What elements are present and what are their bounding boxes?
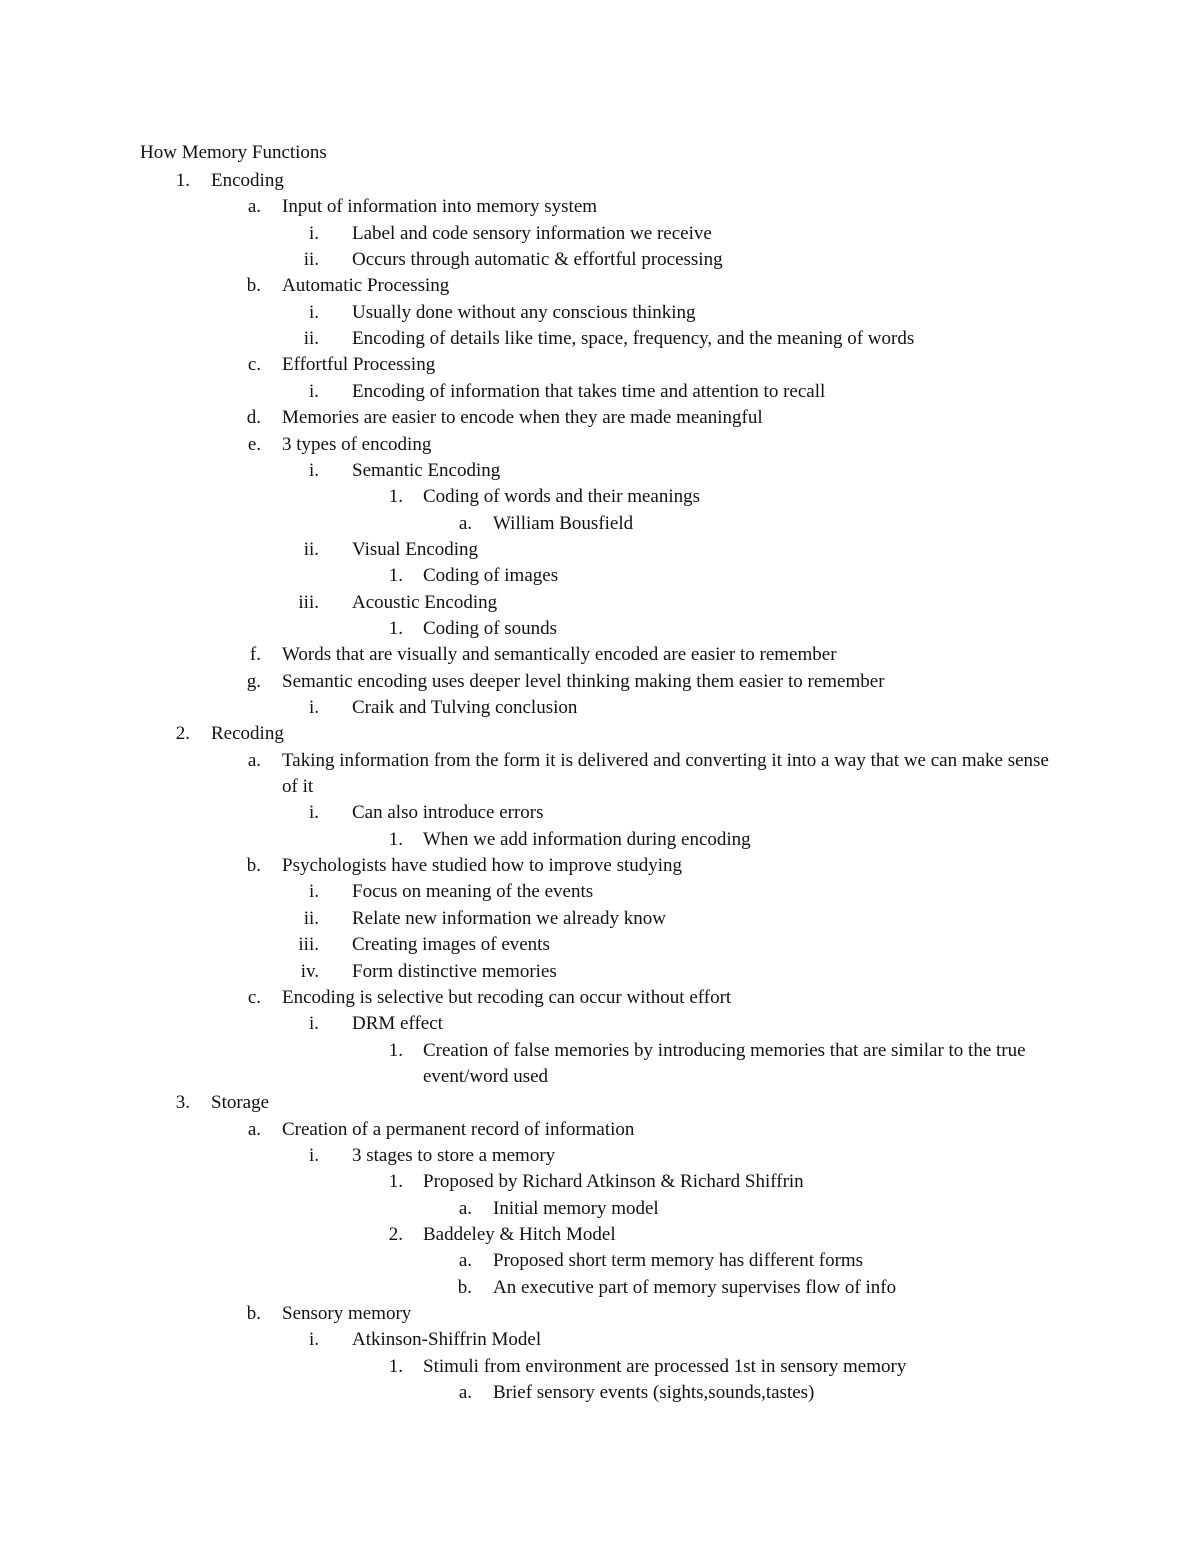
outline-text: Memories are easier to encode when they are made meaningful — [282, 407, 763, 429]
outline-item-level-2 — [0, 906, 1200, 932]
outline-marker: i. — [308, 697, 319, 718]
outline-marker: d. — [246, 407, 261, 429]
outline-marker: 1. — [388, 486, 403, 508]
outline-text: Coding of words and their meanings — [423, 486, 701, 508]
outline-text: Recoding — [211, 723, 284, 745]
outline-item-level-3 — [0, 1038, 1200, 1091]
document-title: How Memory Functions — [140, 142, 327, 163]
outline-text: Visual Encoding — [352, 538, 479, 560]
outline-marker: i. — [308, 459, 319, 481]
outline-text: DRM effect — [352, 1013, 443, 1035]
outline-text: Baddeley & Hitch Model — [423, 1224, 616, 1245]
outline-text: Creating images of events — [352, 934, 550, 956]
outline-marker: 2. — [175, 723, 190, 745]
outline-text: Focus on meaning of the events — [352, 881, 594, 903]
outline-item-level-1 — [0, 1117, 1200, 1143]
outline-text: Initial memory model — [493, 1197, 659, 1219]
outline-text: Can also introduce errors — [352, 802, 544, 824]
outline-item-level-2 — [0, 695, 1200, 721]
outline-text: Brief sensory events (sights,sounds,tastes) — [493, 1382, 815, 1404]
outline-marker: a. — [458, 1197, 472, 1219]
outline-marker: i. — [308, 222, 319, 244]
outline-marker: c. — [247, 354, 261, 376]
outline-text: Encoding of information that takes time and attention to recall — [352, 380, 826, 402]
outline-item-level-2 — [0, 458, 1200, 484]
outline-text: Stimuli from environment are processed 1st in sensory memory — [423, 1355, 907, 1377]
outline-item-level-1 — [0, 669, 1200, 695]
outline-item-level-2 — [0, 300, 1200, 326]
outline-text: Effortful Processing — [282, 354, 436, 376]
outline-text: Encoding of details like time, space, frequency, and the meaning of words — [352, 328, 915, 350]
outline-marker: 2. — [388, 1224, 403, 1245]
outline-text: Relate new information we already know — [352, 907, 666, 929]
outline-item-level-0 — [0, 721, 1200, 747]
outline-text: Words that are visually and semantically encoded are easier to remember — [282, 644, 837, 666]
outline-marker: 1. — [388, 617, 403, 639]
outline-item-level-3 — [0, 563, 1200, 589]
outline-item-level-1 — [0, 194, 1200, 220]
outline-marker: e. — [247, 433, 261, 455]
outline-item-level-4 — [0, 511, 1200, 537]
outline-text: Occurs through automatic & effortful processing — [352, 249, 723, 271]
outline-marker: iv. — [300, 960, 319, 982]
outline-marker: i. — [308, 1144, 319, 1166]
outline-item-level-1 — [0, 273, 1200, 299]
outline-marker: a. — [458, 1250, 472, 1272]
outline-marker: i. — [308, 301, 319, 323]
outline-text: Input of information into memory system — [282, 196, 598, 218]
outline-item-level-3 — [0, 1222, 1200, 1248]
outline-text: Sensory memory — [282, 1303, 412, 1325]
outline-marker: b. — [246, 275, 261, 297]
outline-item-level-3 — [0, 1169, 1200, 1195]
outline-text: Psychologists have studied how to improve studying — [282, 855, 683, 877]
outline-item-level-1 — [0, 432, 1200, 458]
outline-item-level-2 — [0, 247, 1200, 273]
outline-marker: ii. — [303, 907, 319, 929]
outline-item-level-4 — [0, 1248, 1200, 1274]
outline-text: Coding of sounds — [423, 617, 558, 639]
outline-item-level-2 — [0, 879, 1200, 905]
outline-text: Label and code sensory information we receive — [352, 222, 712, 244]
outline-text: 3 types of encoding — [282, 433, 432, 455]
outline-marker: ii. — [303, 249, 319, 271]
outline-item-level-2 — [0, 379, 1200, 405]
outline-item-level-2 — [0, 1143, 1200, 1169]
outline-text: Coding of images — [423, 565, 559, 587]
outline-marker: 3. — [175, 1092, 190, 1114]
outline-marker: g. — [246, 670, 261, 692]
outline-text: Taking information from the form it is delivered and converting it into a way that we can make sense of it — [282, 749, 1049, 798]
outline-marker: b. — [457, 1276, 472, 1298]
outline-item-level-2 — [0, 590, 1200, 616]
outline-marker: i. — [308, 881, 319, 903]
outline-item-level-2 — [0, 800, 1200, 826]
outline-text: When we add information during encoding — [423, 828, 751, 850]
outline-item-level-2 — [0, 1011, 1200, 1037]
outline-marker: i. — [308, 1329, 319, 1351]
outline-text: Encoding is selective but recoding can occur without effort — [282, 986, 732, 1008]
outline-item-level-3 — [0, 827, 1200, 853]
outline-text: Encoding — [211, 170, 284, 191]
outline-item-level-4 — [0, 1380, 1200, 1406]
outline-marker: a. — [458, 1382, 472, 1404]
outline-item-level-1 — [0, 642, 1200, 668]
outline-item-level-0 — [0, 168, 1200, 194]
outline-marker: 1. — [388, 565, 403, 587]
outline-text: Proposed by Richard Atkinson & Richard Shiffrin — [423, 1171, 804, 1193]
outline-item-level-3 — [0, 484, 1200, 510]
outline-marker: b. — [246, 855, 261, 877]
outline-item-level-1 — [0, 405, 1200, 431]
outline-item-level-1 — [0, 352, 1200, 378]
outline-marker: i. — [308, 802, 319, 824]
outline-item-level-1 — [0, 853, 1200, 879]
outline-item-level-2 — [0, 221, 1200, 247]
outline-item-level-1 — [0, 985, 1200, 1011]
outline-text: Proposed short term memory has different forms — [493, 1250, 864, 1272]
outline-item-level-2 — [0, 537, 1200, 563]
outline-text: Acoustic Encoding — [352, 591, 498, 613]
outline-item-level-2 — [0, 326, 1200, 352]
outline-text: 3 stages to store a memory — [352, 1144, 556, 1166]
outline-marker: a. — [458, 512, 472, 534]
outline-text: Usually done without any conscious thinking — [352, 301, 696, 323]
outline-item-level-3 — [0, 1354, 1200, 1380]
outline-marker: c. — [247, 986, 261, 1008]
outline-marker: iii. — [298, 934, 319, 956]
outline-item-level-2 — [0, 959, 1200, 985]
outline-marker: 1. — [388, 1355, 403, 1377]
outline-item-level-4 — [0, 1275, 1200, 1301]
outline-text: William Bousfield — [493, 512, 634, 534]
outline-text: Semantic Encoding — [352, 459, 501, 481]
outline-text: Automatic Processing — [282, 275, 450, 297]
outline-item-level-1 — [0, 748, 1200, 801]
outline-marker: a. — [247, 749, 261, 771]
outline-text: Form distinctive memories — [352, 960, 557, 982]
outline-text: Creation of a permanent record of information — [282, 1118, 635, 1140]
outline-marker: a. — [247, 196, 261, 218]
outline-text: Creation of false memories by introducing memories that are similar to the true event/word used — [423, 1039, 1026, 1087]
outline-marker: 1. — [175, 170, 190, 191]
outline-item-level-1 — [0, 1301, 1200, 1327]
outline-marker: i. — [308, 1013, 319, 1035]
outline-item-level-0 — [0, 1090, 1200, 1116]
outline-marker: 1. — [388, 828, 403, 850]
outline-marker: ii. — [303, 538, 319, 560]
outline-item-level-4 — [0, 1196, 1200, 1222]
outline-marker: iii. — [298, 591, 319, 613]
outline-marker: 1. — [388, 1171, 403, 1193]
outline-marker: 1. — [388, 1039, 403, 1061]
outline-item-level-2 — [0, 932, 1200, 958]
outline-text: Semantic encoding uses deeper level thinking making them easier to remember — [282, 670, 885, 692]
outline-marker: ii. — [303, 328, 319, 350]
outline-marker: f. — [249, 644, 261, 666]
outline-item-level-3 — [0, 616, 1200, 642]
outline-text: An executive part of memory supervises flow of info — [493, 1276, 897, 1298]
outline-marker: a. — [247, 1118, 261, 1140]
outline-item-level-2 — [0, 1327, 1200, 1353]
outline-text: Storage — [211, 1092, 270, 1114]
outline-marker: i. — [308, 380, 319, 402]
outline-text: Atkinson-Shiffrin Model — [352, 1329, 542, 1351]
outline-text: Craik and Tulving conclusion — [352, 697, 578, 718]
outline-marker: b. — [246, 1303, 261, 1325]
